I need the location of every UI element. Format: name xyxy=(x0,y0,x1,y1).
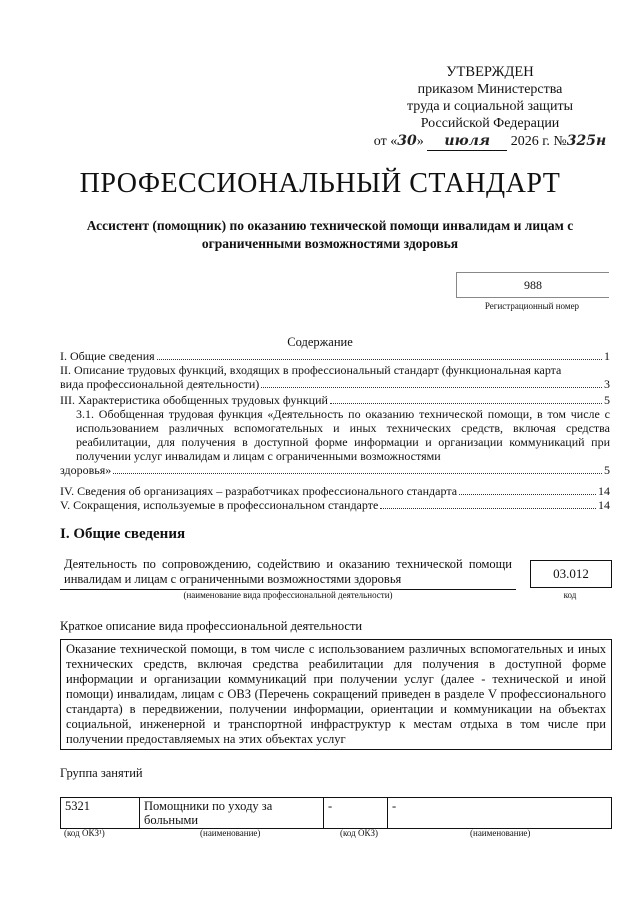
date-year: 2026 г. № xyxy=(510,134,567,149)
section-heading: I. Общие сведения xyxy=(60,526,186,542)
toc-item-text-wrap: II. Описание трудовых функций, входящих в профессиональный стандарт (функциональная карта xyxy=(60,363,562,377)
occ-name-1: Помощники по уходу за больными xyxy=(140,798,324,829)
toc-item-text-wrap: 3.1. Обобщенная трудовая функция «Деятельность по оказанию технической помощи, в том числе с использованием различных вспомогательных и иных технических средств, включая средства реабилитации, для получения в доступной форме информации и организации коммуникаций при получении услуг инвалидам и лицам с ограниченными возможностями xyxy=(76,407,610,463)
toc-item-text: IV. Сведения об организациях – разработчиках профессионального стандарта xyxy=(60,484,458,498)
date-mid: » xyxy=(416,134,424,149)
approval-line-labor: труда и социальной защиты xyxy=(407,99,573,114)
approval-line-ministry: приказом Министерства xyxy=(417,82,563,97)
toc-item-page: 5 xyxy=(604,393,610,407)
registration-number-label: Регистрационный номер xyxy=(484,301,580,311)
registration-number-box: 988 xyxy=(456,272,609,298)
date-day: 30 xyxy=(397,133,417,149)
activity-name-label: (наименование вида профессиональной деятельности) xyxy=(183,590,393,600)
toc-item[interactable] xyxy=(60,484,610,498)
approval-title: УТВЕРЖДЕН xyxy=(446,64,534,80)
occ-name-1-label: (наименование) xyxy=(200,828,261,838)
occupation-group-heading: Группа занятий xyxy=(60,766,143,780)
toc-item-text: здоровья» xyxy=(60,463,112,477)
activity-code-label: код xyxy=(563,590,577,600)
activity-code: 03.012 xyxy=(530,560,612,588)
toc-item-page: 14 xyxy=(598,484,610,498)
order-number: 325н xyxy=(566,133,607,149)
contents-heading: Содержание xyxy=(287,335,353,349)
occupation-table xyxy=(60,797,612,829)
toc-item[interactable] xyxy=(60,407,610,477)
toc-item-page: 3 xyxy=(604,377,610,391)
activity-name: Деятельность по сопровождению, содействию и оказанию технической помощи инвалидам и лицам с ограниченными возможностями здоровья xyxy=(60,555,516,590)
toc-item-text: I. Общие сведения xyxy=(60,349,155,363)
occ-name-2: - xyxy=(388,798,612,829)
toc-item[interactable] xyxy=(60,498,610,512)
brief-description-heading: Краткое описание вида профессиональной деятельности xyxy=(60,619,363,633)
occ-name-2-label: (наименование) xyxy=(470,828,531,838)
toc-item-page: 14 xyxy=(598,498,610,512)
toc-item-page: 5 xyxy=(604,463,610,477)
toc-item-page: 1 xyxy=(604,349,610,363)
approval-block xyxy=(360,64,620,151)
occ-code-2-label: (код ОКЗ) xyxy=(340,828,378,838)
toc-item-text: вида профессиональной деятельности) xyxy=(60,377,260,391)
toc-item-text: V. Сокращения, используемые в профессиональном стандарте xyxy=(60,498,379,512)
toc-item[interactable] xyxy=(60,363,610,391)
table-row xyxy=(61,798,612,829)
document-title: ПРОФЕССИОНАЛЬНЫЙ СТАНДАРТ xyxy=(79,168,561,199)
approval-date-line xyxy=(360,133,620,151)
standard-name: Ассистент (помощник) по оказанию технической помощи инвалидам и лицам с ограниченными возможностями здоровья xyxy=(86,218,574,251)
toc-item[interactable] xyxy=(60,349,610,363)
toc-item[interactable] xyxy=(60,393,610,407)
date-month: июля xyxy=(444,133,491,149)
brief-description-text: Оказание технической помощи, в том числе с использованием различных вспомогательных и иных технических средств, включая средства реабилитации для получения в доступной форме информации и организации коммуникаций при получении услуг (далее - технической и иной помощи) инвалидам, лицам с ОВЗ (Перечень сокращений приведен в разделе V профессионального стандарта) в передвижении, получении информации, ориентации и коммуникации на объектах социальной, инженерной и транспортной инфраструктур к местам отдыха в том числе при получении предоставляемых на этих объектах услуг xyxy=(60,639,612,750)
occ-code-1: 5321 xyxy=(61,798,140,829)
occ-code-2: - xyxy=(324,798,388,829)
approval-line-federation: Российской Федерации xyxy=(420,116,560,131)
occ-code-1-label: (код ОКЗ¹) xyxy=(64,828,105,838)
toc-item-text: III. Характеристика обобщенных трудовых функций xyxy=(60,393,328,407)
date-prefix: от « xyxy=(373,134,398,149)
